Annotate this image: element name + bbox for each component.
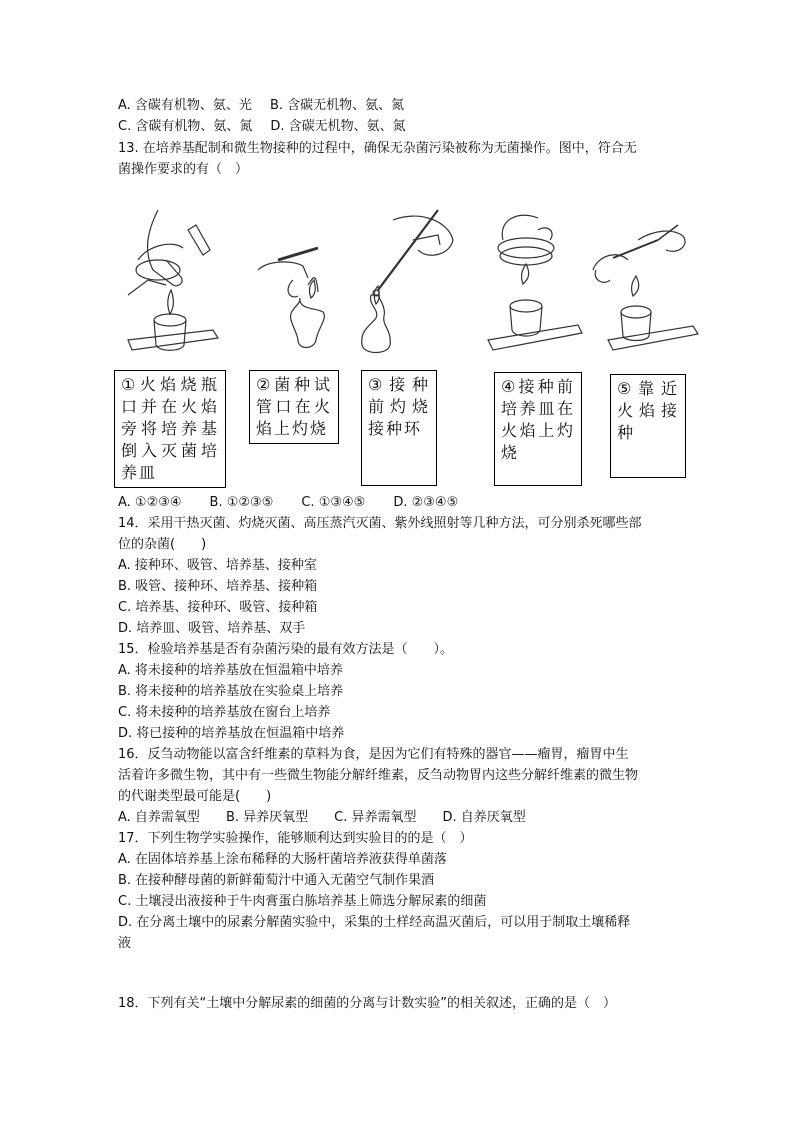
q17-option-d-line2: 液: [118, 936, 132, 951]
figure-4-flaming-dish: [488, 215, 582, 350]
caption-box-4: ④接种前培养皿在火焰上灼烧: [494, 372, 582, 486]
q14-stem-line1: 14．采用干热灭菌、灼烧灭菌、高压蒸汽灭菌、紫外线照射等几种方法，可分别杀死哪些部: [118, 516, 642, 531]
q17-stem: 17．下列生物学实验操作，能够顺利达到实验目的的是（ ）: [118, 831, 473, 846]
q16-option-a: A. 自养需氧型: [118, 810, 200, 825]
q15-option-c: C. 将未接种的培养基放在窗台上培养: [118, 705, 331, 720]
figure-2-flaming-tube: [258, 248, 324, 348]
figure-5-inoculate-near-flame: [593, 225, 698, 350]
q15-option-d: D. 将已接种的培养基放在恒温箱中培养: [118, 726, 345, 741]
q12-option-b: B. 含碳无机物、氨、氮: [269, 98, 405, 113]
q13-stem-line1: 13. 在培养基配制和微生物接种的过程中，确保无杂菌污染被称为无菌操作。图中，符合无: [118, 141, 637, 156]
q13-option-c: C. ①③④⑤: [301, 495, 366, 510]
q16-option-b: B. 异养厌氧型: [225, 810, 309, 825]
q13-option-b: B. ①②③⑤: [209, 495, 274, 510]
caption-box-3: ③接种前灼烧接种环: [361, 370, 437, 486]
figure-3-flaming-loop: [362, 210, 453, 353]
q16-option-c: C. 异养需氧型: [334, 810, 417, 825]
q17-option-c: C. 土壤浸出液接种于牛肉膏蛋白胨培养基上筛选分解尿素的细菌: [118, 894, 487, 909]
q12-option-c: C. 含碳有机物、氨、氮: [118, 119, 253, 134]
q12-option-a: A. 含碳有机物、氨、光: [118, 98, 252, 113]
q13-option-d: D. ②③④⑤: [393, 495, 459, 510]
q17-option-b: B. 在接种酵母菌的新鲜葡萄汁中通入无菌空气制作果酒: [118, 873, 435, 888]
q18-stem: 18．下列有关“土壤中分解尿素的细菌的分离与计数实验”的相关叙述，正确的是（ ）: [118, 996, 617, 1011]
q14-option-d: D. 培养皿、吸管、培养基、双手: [118, 621, 306, 636]
q12-options-row2: [118, 118, 406, 136]
q16-stem-line1: 16．反刍动物能以富含纤维素的草料为食，是因为它们有特殊的器官——瘤胃，瘤胃中生: [118, 747, 629, 762]
q16-option-d: D. 自养厌氧型: [442, 810, 526, 825]
q14-option-c: C. 培养基、接种环、吸管、接种箱: [118, 600, 318, 615]
q13-option-a: A. ①②③④: [118, 495, 182, 510]
q17-option-a: A. 在固体培养基上涂布稀释的大肠杆菌培养液获得单菌落: [118, 852, 447, 867]
q15-option-b: B. 将未接种的培养基放在实验桌上培养: [118, 684, 344, 699]
q13-options: [118, 494, 458, 512]
q13-stem-line2: 菌操作要求的有（ ）: [118, 162, 249, 177]
q16-options: [118, 809, 526, 827]
q15-option-a: A. 将未接种的培养基放在恒温箱中培养: [118, 663, 343, 678]
q12-option-d: D. 含碳无机物、氨、氮: [270, 119, 406, 134]
caption-box-5: ⑤靠近火焰接种: [610, 374, 686, 478]
q16-stem-line2: 活着许多微生物，其中有一些微生物能分解纤维素，反刍动物胃内这些分解纤维素的微生物: [118, 768, 639, 783]
figure-1-pouring-medium: [128, 210, 218, 350]
q14-option-a: A. 接种环、吸管、培养基、接种室: [118, 558, 317, 573]
q15-stem: 15．检验培养基是否有杂菌污染的最有效方法是（ ）。: [118, 642, 454, 657]
q17-option-d-line1: D. 在分离土壤中的尿素分解菌实验中，采集的土样经高温灭菌后，可以用于制取土壤稀释: [118, 915, 631, 930]
q14-stem-line2: 位的杂菌( ): [118, 537, 207, 552]
q12-options-row1: [118, 97, 404, 115]
caption-box-1: ①火焰烧瓶口并在火焰旁将培养基倒入灭菌培养皿: [114, 370, 226, 488]
q16-stem-line3: 的代谢类型最可能是( ): [118, 789, 272, 804]
aseptic-technique-illustration: [118, 200, 718, 360]
caption-box-2: ②菌种试管口在火焰上灼烧: [249, 370, 339, 444]
q14-option-b: B. 吸管、接种环、培养基、接种箱: [118, 579, 318, 594]
